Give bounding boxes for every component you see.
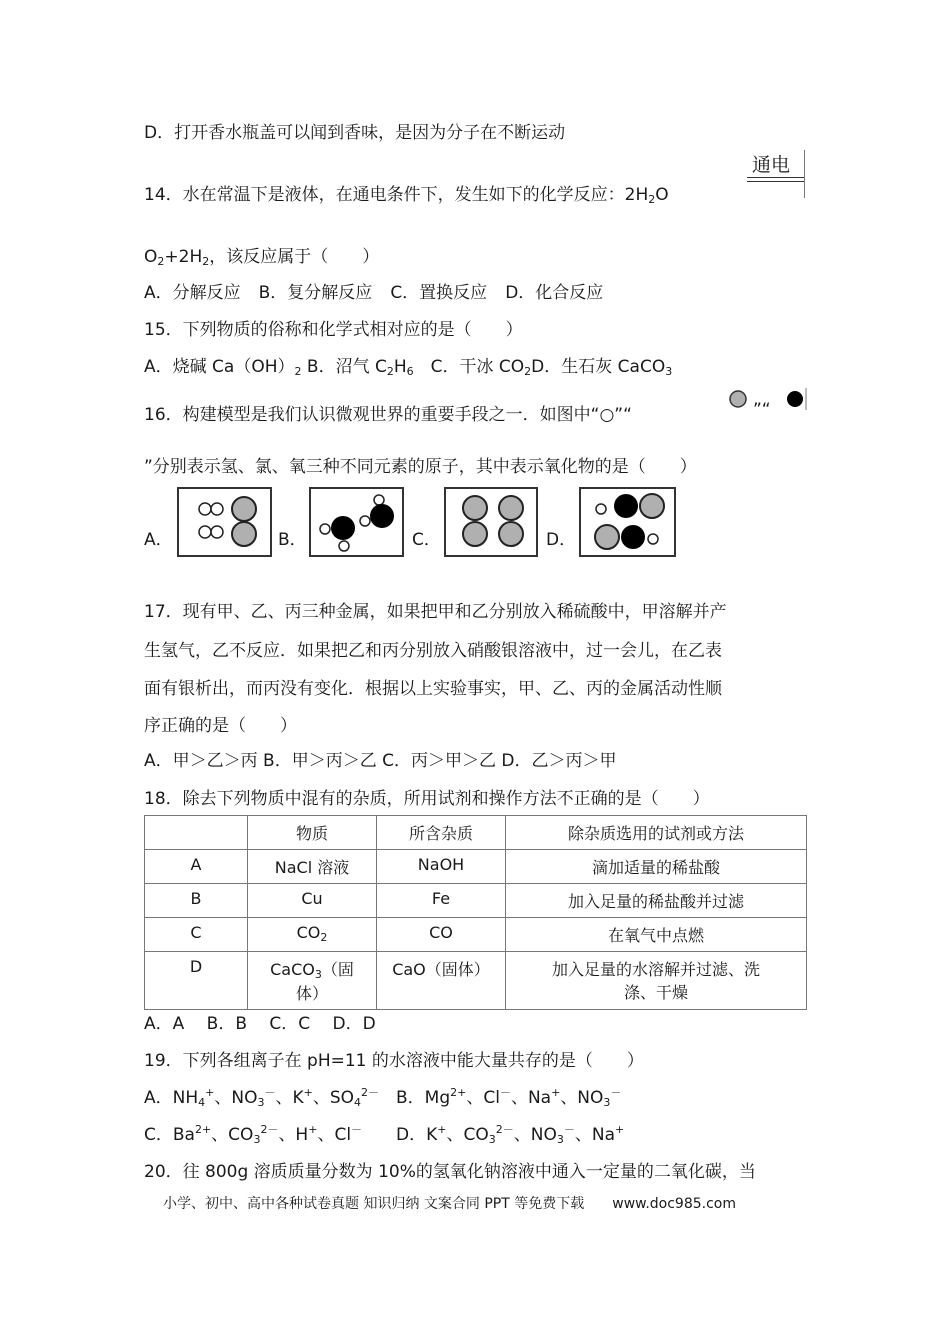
q14-stem-after: O xyxy=(655,185,669,205)
q14-option-a: A．分解反应 xyxy=(144,283,241,303)
model-a xyxy=(177,487,272,557)
q17-line3: 面有银析出，而丙没有变化．根据以上实验事实，甲、乙、丙的金属活动性顺 xyxy=(144,679,722,699)
model-d-atoms xyxy=(581,489,674,555)
ion-text: 、CO xyxy=(446,1125,489,1145)
table-cell-method: 在氧气中点燃 xyxy=(506,918,807,952)
q19-options-cd xyxy=(144,1120,624,1146)
substance-tail: （固 xyxy=(321,960,354,979)
q15-b-sub1: 2 xyxy=(386,365,394,378)
substance-text: CaCO xyxy=(270,960,315,979)
ion-text: 、Cl xyxy=(466,1088,500,1108)
q19-stem: 19．下列各组离子在 pH=11 的水溶液中能大量共存的是（ ） xyxy=(144,1051,644,1071)
q14-stem xyxy=(144,180,669,206)
model-b-atoms xyxy=(311,489,402,555)
substance-line2: 体） xyxy=(295,984,328,1003)
method-line2: 涤、干燥 xyxy=(623,983,688,1002)
table-header-cell: 除杂质选用的试剂或方法 xyxy=(506,816,807,850)
chlorine-atom-icon xyxy=(727,388,749,410)
q15-c-sub: 2 xyxy=(524,365,532,378)
method-line1: 加入足量的水溶解并过滤、洗 xyxy=(551,960,760,979)
ion-text: 、Na xyxy=(574,1125,616,1145)
q14-option-d: D．化合反应 xyxy=(505,283,604,303)
ion-text: 、H xyxy=(278,1125,309,1145)
table-cell-substance xyxy=(248,952,377,1010)
q18-stem: 18．除去下列物质中混有的杂质，所用试剂和操作方法不正确的是（ ） xyxy=(144,789,710,809)
q15-c: C．干冰 CO xyxy=(413,357,525,377)
ion-sup: － xyxy=(563,1123,575,1136)
electrolysis-condition xyxy=(747,150,805,198)
footer-text: 小学、初中、高中各种试卷真题 知识归纳 文案合同 PPT 等免费下载 xyxy=(163,1196,585,1212)
q14-plus: +2H xyxy=(164,247,203,267)
q16-stem-mid: ”“ xyxy=(753,400,771,420)
model-c-atoms xyxy=(446,489,536,555)
ion-text: D．K xyxy=(362,1125,438,1145)
q20-stem: 20．往 800g 溶质质量分数为 10%的氢氧化钠溶液中通入一定量的二氧化碳，当 xyxy=(144,1162,756,1182)
ion-text: 、SO xyxy=(312,1088,355,1108)
ion-text: 、Na xyxy=(510,1088,552,1108)
oxygen-atom-icon xyxy=(784,388,808,410)
substance-text: CO xyxy=(296,923,321,942)
q15-d-sub: 3 xyxy=(665,365,673,378)
equals-bar-bottom xyxy=(747,181,805,182)
table-row xyxy=(145,952,807,1010)
table-cell-impurity: NaOH xyxy=(377,850,506,884)
model-d xyxy=(579,487,676,557)
q17-line1: 17．现有甲、乙、丙三种金属，如果把甲和乙分别放入稀硫酸中，甲溶解并产 xyxy=(144,602,727,622)
ion-sub: 4 xyxy=(198,1096,206,1109)
q16-stem-line2: ”分别表示氢、氯、氧三种不同元素的原子，其中表示氧化物的是（ ） xyxy=(144,457,697,477)
q15-options xyxy=(144,352,672,378)
ion-sup: － xyxy=(610,1086,622,1099)
table-cell-impurity: CaO（固体） xyxy=(377,952,506,1010)
table-cell-method xyxy=(506,952,807,1010)
q14-o-sub: 2 xyxy=(157,255,165,268)
q17-options: A．甲＞乙＞丙 B．甲＞丙＞乙 C．丙＞甲＞乙 D．乙＞丙＞甲 xyxy=(144,751,617,771)
table-cell-impurity: Fe xyxy=(377,884,506,918)
table-row xyxy=(145,850,807,884)
q16-label-b: B． xyxy=(278,530,307,550)
table-header-row xyxy=(145,816,807,850)
substance-sub: 2 xyxy=(320,931,328,944)
q15-d: D．生石灰 CaCO xyxy=(531,357,666,377)
ion-sup: － xyxy=(264,1086,276,1099)
ion-sub: 3 xyxy=(603,1096,611,1109)
ion-sup: 2+ xyxy=(450,1086,467,1099)
page-footer xyxy=(163,1193,736,1213)
table-cell-method: 加入足量的稀盐酸并过滤 xyxy=(506,884,807,918)
model-a-atoms xyxy=(179,489,270,555)
table-cell-method: 滴加适量的稀盐酸 xyxy=(506,850,807,884)
table-cell-substance xyxy=(248,918,377,952)
q16-label-c: C． xyxy=(412,530,441,550)
q15-b-sub2: 6 xyxy=(406,365,414,378)
ion-text: C．Ba xyxy=(144,1125,195,1145)
q14-option-c: C．置换反应 xyxy=(390,283,488,303)
table-cell-label: D xyxy=(145,952,248,1010)
q14-tail: ，该反应属于（ ） xyxy=(209,247,380,267)
ion-text: 、CO xyxy=(211,1125,254,1145)
substance-sub: 3 xyxy=(314,968,322,981)
q15-stem: 15．下列物质的俗称和化学式相对应的是（ ） xyxy=(144,320,523,340)
ion-sup: + xyxy=(303,1086,313,1099)
q14-option-b: B．复分解反应 xyxy=(258,283,373,303)
table-header-cell: 物质 xyxy=(248,816,377,850)
q15-a-sub: 2 xyxy=(294,365,302,378)
condition-label: 通电 xyxy=(752,154,791,176)
ion-sub: 3 xyxy=(556,1133,564,1146)
q16-stem-line1 xyxy=(144,400,632,425)
table-header-cell: 所含杂质 xyxy=(377,816,506,850)
table-cell-label: C xyxy=(145,918,248,952)
q14-h-sub: 2 xyxy=(202,255,210,268)
table-cell-substance: Cu xyxy=(248,884,377,918)
ion-sub: 4 xyxy=(354,1096,362,1109)
q13-option-d: D．打开香水瓶盖可以闻到香味，是因为分子在不断运动 xyxy=(144,123,566,143)
q17-line2: 生氢气，乙不反应．如果把乙和丙分别放入硝酸银溶液中，过一会儿，在乙表 xyxy=(144,641,722,661)
image-edge xyxy=(804,150,805,198)
ion-text: 、NO xyxy=(513,1125,557,1145)
model-b xyxy=(309,487,404,557)
ion-sup: + xyxy=(308,1123,318,1136)
ion-text: A．NH xyxy=(144,1088,199,1108)
equals-bar-top xyxy=(747,177,805,178)
ion-text: 、NO xyxy=(560,1088,604,1108)
ion-text: 、NO xyxy=(214,1088,258,1108)
q16-stem-text: 16．构建模型是我们认识微观世界的重要手段之一．如图中“○”“ xyxy=(144,405,632,425)
q14-products xyxy=(144,242,379,268)
ion-sup: 2－ xyxy=(260,1123,279,1136)
q15-a: A．烧碱 Ca（OH） xyxy=(144,357,295,377)
ion-sub: 3 xyxy=(253,1133,261,1146)
ion-sup: － xyxy=(351,1123,363,1136)
q18-table xyxy=(144,815,807,1010)
q15-b: B．沼气 C xyxy=(301,357,387,377)
ion-sup: + xyxy=(437,1123,447,1136)
ion-sup: + xyxy=(615,1123,625,1136)
table-row xyxy=(145,918,807,952)
ion-text: 、K xyxy=(275,1088,304,1108)
ion-sup: － xyxy=(499,1086,511,1099)
q16-label-a: A． xyxy=(144,530,173,550)
table-cell-label: A xyxy=(145,850,248,884)
q18-answer-options: A．A B．B C．C D．D xyxy=(144,1014,376,1034)
q17-line4: 序正确的是（ ） xyxy=(144,716,297,736)
ion-text: B．Mg xyxy=(379,1088,451,1108)
ion-sup: 2+ xyxy=(194,1123,212,1136)
ion-sup: 2－ xyxy=(361,1086,380,1099)
ion-sup: + xyxy=(551,1086,561,1099)
table-cell-substance: NaCl 溶液 xyxy=(248,850,377,884)
ion-sub: 3 xyxy=(488,1133,496,1146)
model-c xyxy=(444,487,538,557)
table-cell-label: B xyxy=(145,884,248,918)
q14-o: O xyxy=(144,247,158,267)
q14-stem-text: 14．水在常温下是液体，在通电条件下，发生如下的化学反应：2H xyxy=(144,185,649,205)
q15-b-mid: H xyxy=(393,357,407,377)
ion-sup: + xyxy=(205,1086,215,1099)
q19-options-ab xyxy=(144,1083,621,1109)
q14-stem-sub: 2 xyxy=(648,193,656,206)
q16-label-d: D． xyxy=(546,530,577,550)
footer-url[interactable]: www.doc985.com xyxy=(612,1196,736,1212)
table-row xyxy=(145,884,807,918)
ion-text: 、Cl xyxy=(317,1125,352,1145)
ion-sup: 2－ xyxy=(495,1123,514,1136)
table-header-cell xyxy=(145,816,248,850)
ion-sub: 3 xyxy=(257,1096,265,1109)
table-cell-impurity: CO xyxy=(377,918,506,952)
q14-options xyxy=(144,278,621,303)
